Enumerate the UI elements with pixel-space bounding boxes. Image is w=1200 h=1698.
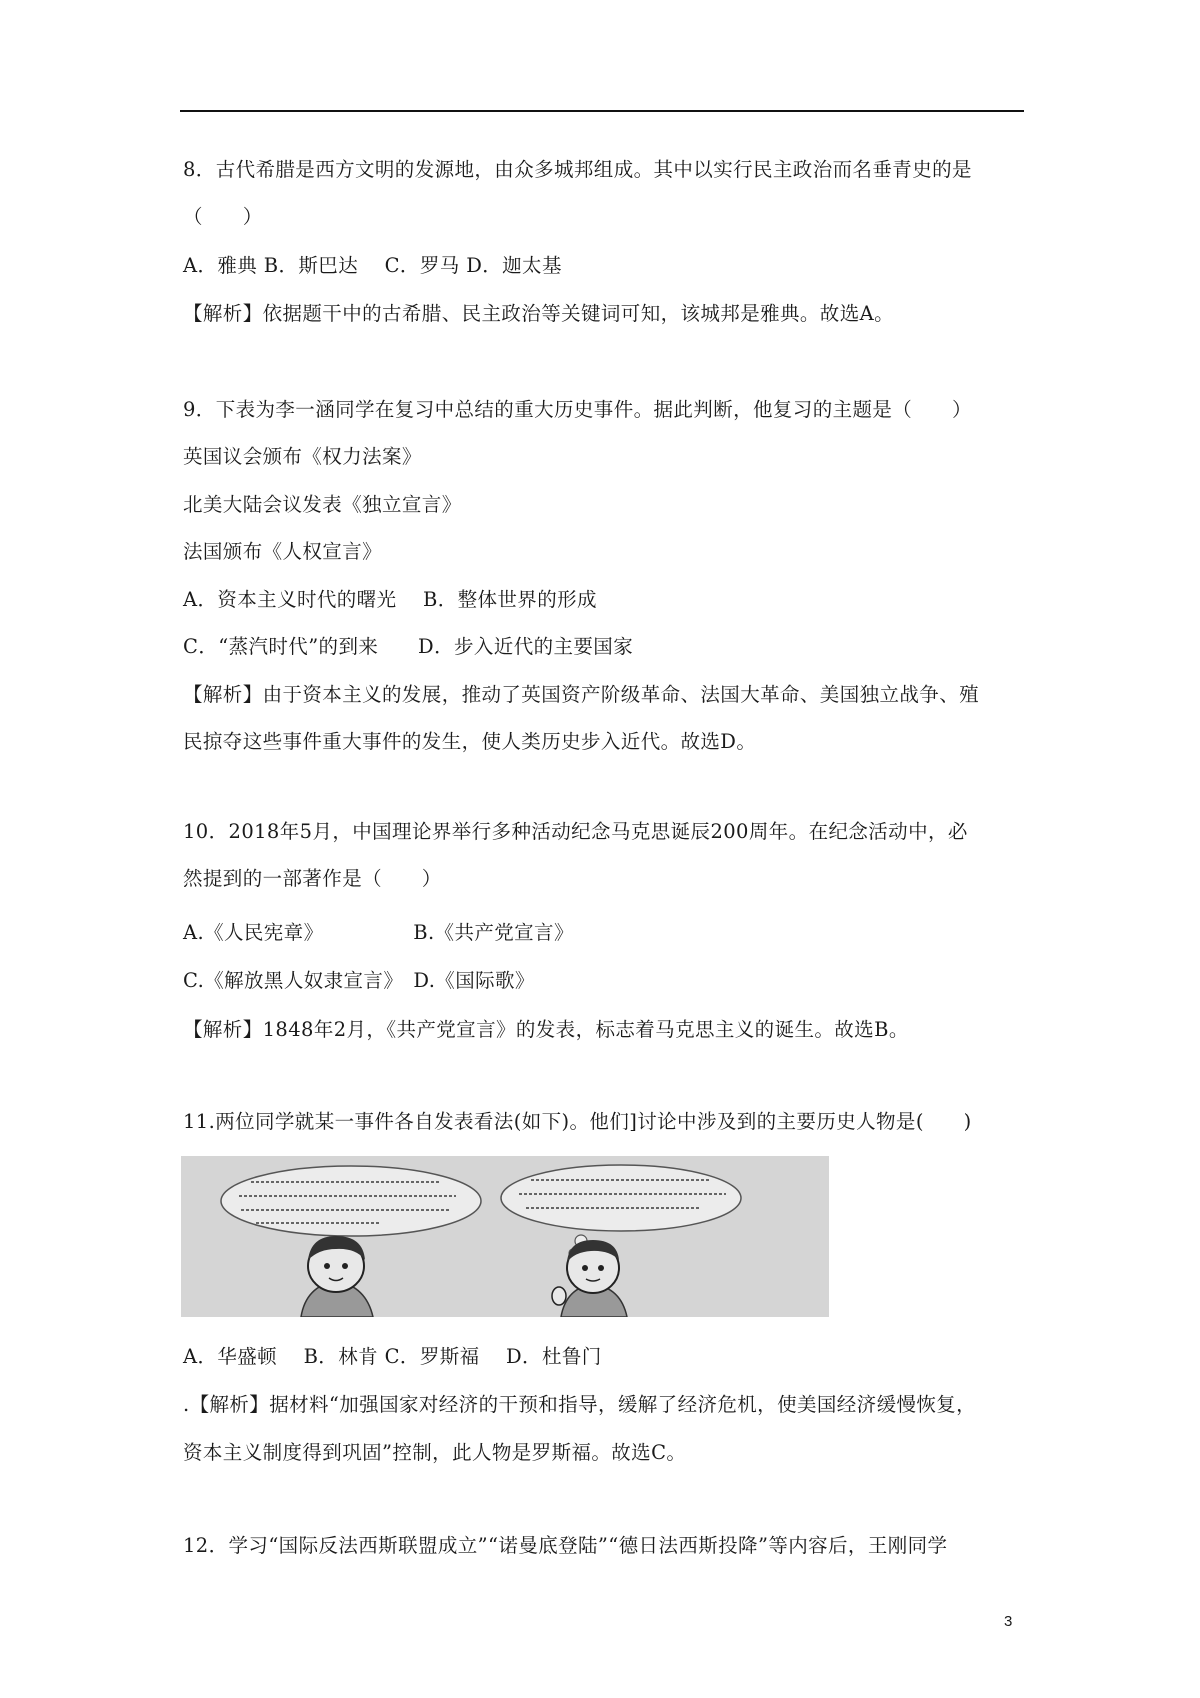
q9-options-1: A．资本主义时代的曙光 B．整体世界的形成 xyxy=(183,588,597,611)
q11-analysis-2: 资本主义制度得到巩固”控制，此人物是罗斯福。故选C。 xyxy=(183,1441,687,1464)
q10-options-1: A.《人民宪章》 B.《共产党宣言》 xyxy=(183,921,574,944)
page-number: 3 xyxy=(1004,1613,1013,1630)
q10-stem-line-1: 10．2018年5月，中国理论界举行多种活动纪念马克思诞辰200周年。在纪念活动中，必 xyxy=(183,820,968,843)
q12-stem: 12．学习“国际反法西斯联盟成立”“诺曼底登陆”“德日法西斯投降”等内容后，王刚同学 xyxy=(183,1534,948,1557)
q9-options-2: C．“蒸汽时代”的到来 D．步入近代的主要国家 xyxy=(183,635,634,658)
q9-event-1: 英国议会颁布《权力法案》 xyxy=(183,445,422,468)
q9-analysis-2: 民掠夺这些事件重大事件的发生，使人类历史步入近代。故选D。 xyxy=(183,730,757,753)
q8-stem-line-1: 8．古代希腊是西方文明的发源地，由众多城邦组成。其中以实行民主政治而名垂青史的是 xyxy=(183,158,972,181)
q10-options-2: C.《解放黑人奴隶宣言》 D.《国际歌》 xyxy=(183,969,535,992)
q8-analysis: 【解析】依据题干中的古希腊、民主政治等关键词可知，该城邦是雅典。故选A。 xyxy=(183,302,894,325)
q9-event-3: 法国颁布《人权宣言》 xyxy=(183,540,383,563)
q8-stem-line-2: （ ） xyxy=(183,205,263,228)
cartoon-image xyxy=(181,1156,829,1317)
q11-stem: 11.两位同学就某一事件各自发表看法(如下)。他们]讨论中涉及到的主要历史人物是( ) xyxy=(183,1110,972,1133)
q9-stem: 9．下表为李一涵同学在复习中总结的重大历史事件。据此判断，他复习的主题是（ ） xyxy=(183,398,972,421)
q10-stem-line-2: 然提到的一部著作是（ ） xyxy=(183,867,442,890)
header-rule xyxy=(180,110,1024,112)
q8-options: A．雅典 B．斯巴达 C．罗马 D．迦太基 xyxy=(183,254,562,277)
q10-analysis: 【解析】1848年2月，《共产党宣言》的发表，标志着马克思主义的诞生。故选B。 xyxy=(183,1018,909,1041)
q11-analysis-1: .【解析】据材料“加强国家对经济的干预和指导，缓解了经济危机，使美国经济缓慢恢复， xyxy=(183,1393,977,1416)
q9-event-2: 北美大陆会议发表《独立宣言》 xyxy=(183,493,462,516)
q9-analysis-1: 【解析】由于资本主义的发展，推动了英国资产阶级革命、法国大革命、美国独立战争、殖 xyxy=(183,683,980,706)
q11-options: A．华盛顿 B．林肯 C．罗斯福 D．杜鲁门 xyxy=(183,1345,602,1368)
